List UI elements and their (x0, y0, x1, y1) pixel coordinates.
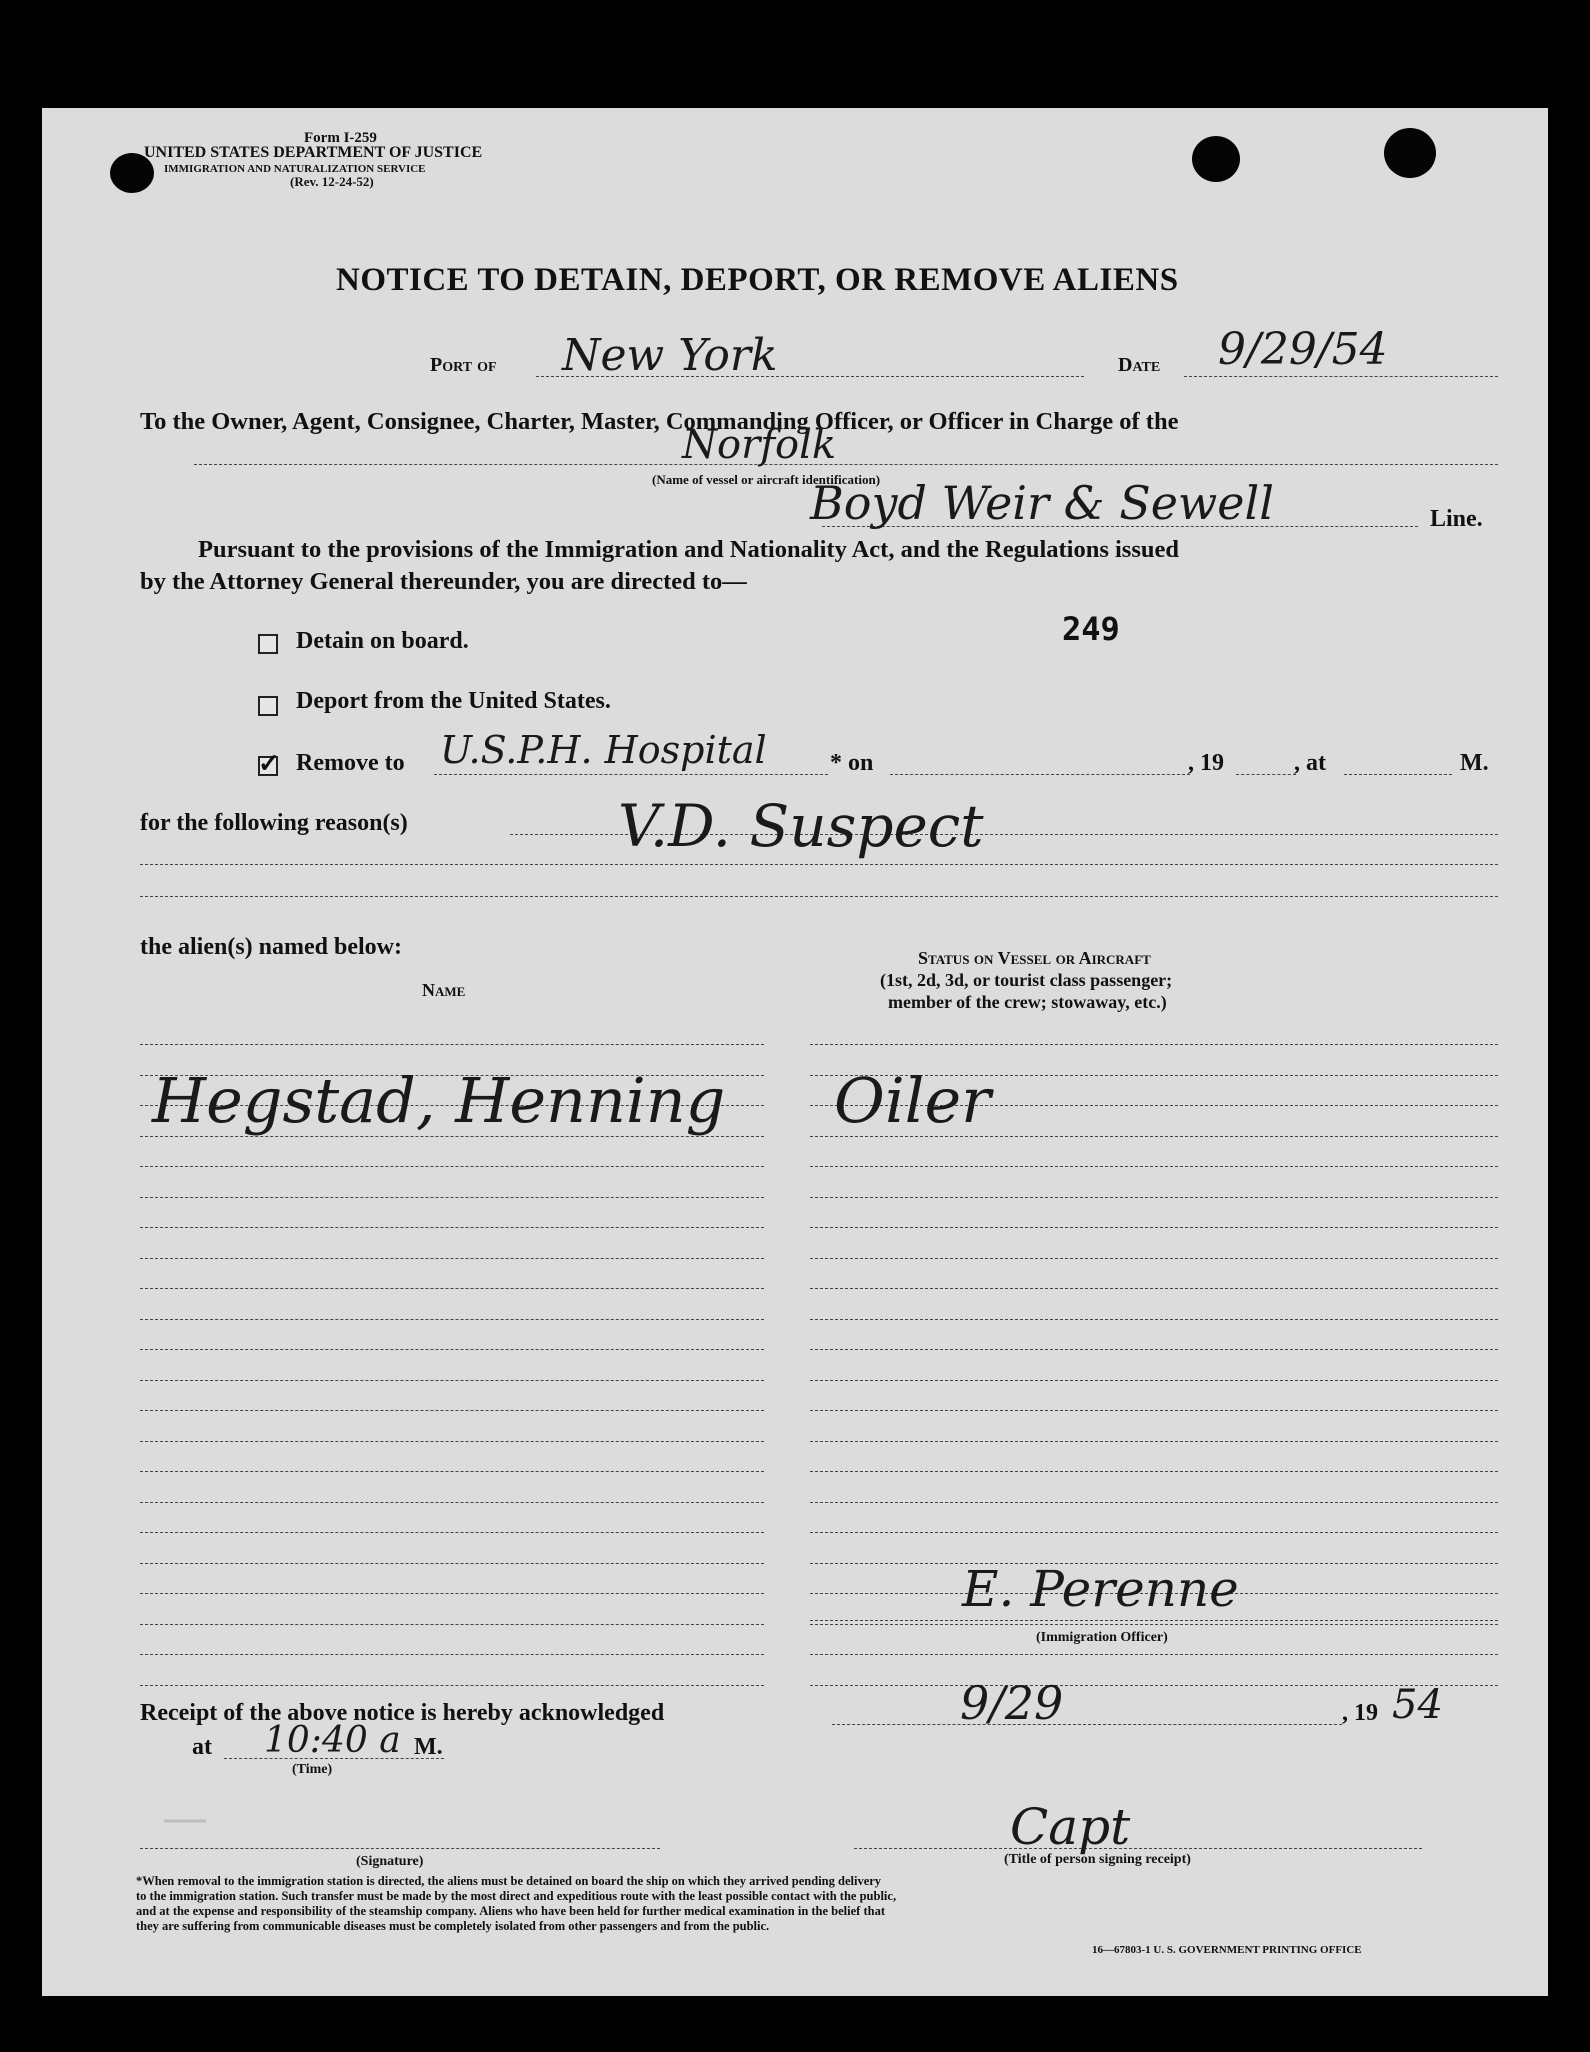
signature-caption: (Signature) (356, 1854, 424, 1869)
pursuant-text: by the Attorney General thereunder, you are directed to— (140, 568, 747, 595)
ruled-line (140, 1227, 764, 1228)
port-label: Port of (430, 354, 497, 376)
ruled-line (140, 1471, 764, 1472)
ruled-line (810, 1654, 1498, 1655)
ruled-line (140, 1502, 764, 1503)
ruled-line (140, 1532, 764, 1533)
signer-title: Capt (1010, 1798, 1131, 1856)
receipt-date-line (832, 1724, 1342, 1725)
form-revision: (Rev. 12-24-52) (290, 174, 374, 189)
ruled-line (140, 1380, 764, 1381)
alien-status: Oiler (834, 1064, 991, 1137)
punch-hole (1192, 136, 1240, 182)
receipt-time-suffix: M. (414, 1734, 443, 1760)
ruled-line (140, 1044, 764, 1045)
service-name: IMMIGRATION AND NATURALIZATION SERVICE (164, 163, 426, 175)
ruled-line (140, 1166, 764, 1167)
ruled-line (140, 1685, 764, 1686)
footnote-line: and at the expense and responsibility of the steamship company. Aliens who have been held for further medical examination in the belief that (136, 1904, 885, 1918)
ruled-line (810, 1319, 1498, 1320)
ruled-line (140, 1593, 764, 1594)
ruled-line (810, 1349, 1498, 1350)
ruled-line (140, 1410, 764, 1411)
time-caption: (Time) (292, 1762, 333, 1777)
receipt-text: Receipt of the above notice is hereby acknowledged (140, 1700, 665, 1726)
officer-signature-line (810, 1620, 1498, 1621)
status-column-note: member of the crew; stowaway, etc.) (888, 992, 1167, 1012)
reason-line (140, 864, 1498, 865)
port-value: New York (562, 330, 778, 381)
receipt-year: 54 (1392, 1682, 1443, 1728)
addressee-text: To the Owner, Agent, Consignee, Charter, Master, Commanding Officer, or Officer in Charge of the (140, 408, 1179, 435)
ruled-line (810, 1197, 1498, 1198)
footnote-line: to the immigration station. Such transfer must be made by the most direct and expeditious route with the least possible contact with the public, (136, 1889, 897, 1903)
ruled-line (810, 1166, 1498, 1167)
remove-label: Remove to (296, 750, 405, 776)
ruled-line (810, 1410, 1498, 1411)
deport-checkbox[interactable] (258, 696, 278, 716)
ruled-line (140, 1349, 764, 1350)
ruled-line (810, 1532, 1498, 1533)
ruled-line (810, 1502, 1498, 1503)
reason-line (140, 896, 1498, 897)
ruled-line (140, 1654, 764, 1655)
footnote-line: they are suffering from communicable diseases must be completely isolated from other passengers and from the public. (136, 1919, 770, 1933)
ruled-line (810, 1441, 1498, 1442)
date-value: 9/29/54 (1218, 324, 1388, 375)
remove-year-line (1236, 774, 1296, 775)
ruled-line (140, 1441, 764, 1442)
ruled-line (140, 1288, 764, 1289)
name-column-header: Name (422, 980, 466, 1000)
printer-imprint: 16—67803-1 U. S. GOVERNMENT PRINTING OFFICE (1092, 1944, 1362, 1956)
remove-on-label: * on (830, 750, 874, 776)
aliens-label: the alien(s) named below: (140, 934, 402, 960)
ruled-line (140, 1624, 764, 1625)
signature-line (140, 1848, 660, 1849)
check-mark-icon: ✓ (258, 749, 280, 778)
signer-title-line (854, 1848, 1422, 1849)
date-line (1184, 376, 1498, 377)
line-label: Line. (1430, 506, 1483, 532)
vessel-value: Norfolk (682, 422, 837, 468)
ruled-line (810, 1288, 1498, 1289)
ruled-line (810, 1227, 1498, 1228)
pursuant-text: Pursuant to the provisions of the Immigration and Nationality Act, and the Regulations issued (198, 536, 1180, 563)
ruled-line (810, 1380, 1498, 1381)
destination-line (434, 774, 828, 775)
form-number: Form I-259 (304, 130, 377, 146)
ruled-line (140, 1319, 764, 1320)
page-title: NOTICE TO DETAIN, DEPORT, OR REMOVE ALIENS (336, 262, 1179, 298)
footnote (136, 1874, 896, 1934)
ruled-line (140, 1197, 764, 1198)
alien-name: Hegstad, Henning (152, 1064, 726, 1137)
date-label: Date (1118, 354, 1161, 376)
detain-checkbox[interactable] (258, 634, 278, 654)
title-caption: (Title of person signing receipt) (1004, 1852, 1191, 1867)
detain-label: Detain on board. (296, 628, 469, 654)
receipt-date: 9/29 (960, 1676, 1064, 1730)
faded-signature: — (162, 1790, 208, 1844)
status-column-header: Status on Vessel or Aircraft (918, 948, 1151, 968)
remove-time-line (1344, 774, 1452, 775)
ruled-line (810, 1044, 1498, 1045)
ruled-line (810, 1471, 1498, 1472)
remove-at-label: , at (1294, 750, 1326, 776)
vessel-caption: (Name of vessel or aircraft identification) (652, 472, 881, 487)
receipt-at-label: at (192, 1734, 212, 1760)
reason-value: V.D. Suspect (618, 792, 984, 860)
officer-signature: E. Perenne (962, 1560, 1239, 1618)
footnote-line: *When removal to the immigration station is directed, the aliens must be detained on board the ship on which they arrived pending delivery (136, 1874, 882, 1888)
officer-caption: (Immigration Officer) (1036, 1630, 1168, 1645)
remove-year-label: , 19 (1188, 750, 1224, 776)
remove-destination: U.S.P.H. Hospital (440, 728, 767, 772)
ruled-line (810, 1624, 1498, 1625)
department-name: UNITED STATES DEPARTMENT OF JUSTICE (144, 144, 483, 161)
punch-hole (1384, 128, 1436, 178)
stamp-number: 249 (1062, 610, 1120, 648)
remove-date-line (890, 774, 1190, 775)
receipt-time: 10:40 a (264, 1720, 401, 1761)
remove-m-label: M. (1460, 750, 1489, 776)
deport-label: Deport from the United States. (296, 688, 611, 714)
line-value: Boyd Weir & Sewell (810, 476, 1274, 530)
ruled-line (140, 1563, 764, 1564)
receipt-year-prefix: , 19 (1342, 1700, 1378, 1726)
status-column-note: (1st, 2d, 3d, or tourist class passenger; (880, 970, 1173, 990)
reason-label: for the following reason(s) (140, 810, 408, 836)
vessel-line (194, 464, 1498, 465)
form-page (42, 108, 1548, 1996)
ruled-line (140, 1258, 764, 1259)
ruled-line (810, 1258, 1498, 1259)
